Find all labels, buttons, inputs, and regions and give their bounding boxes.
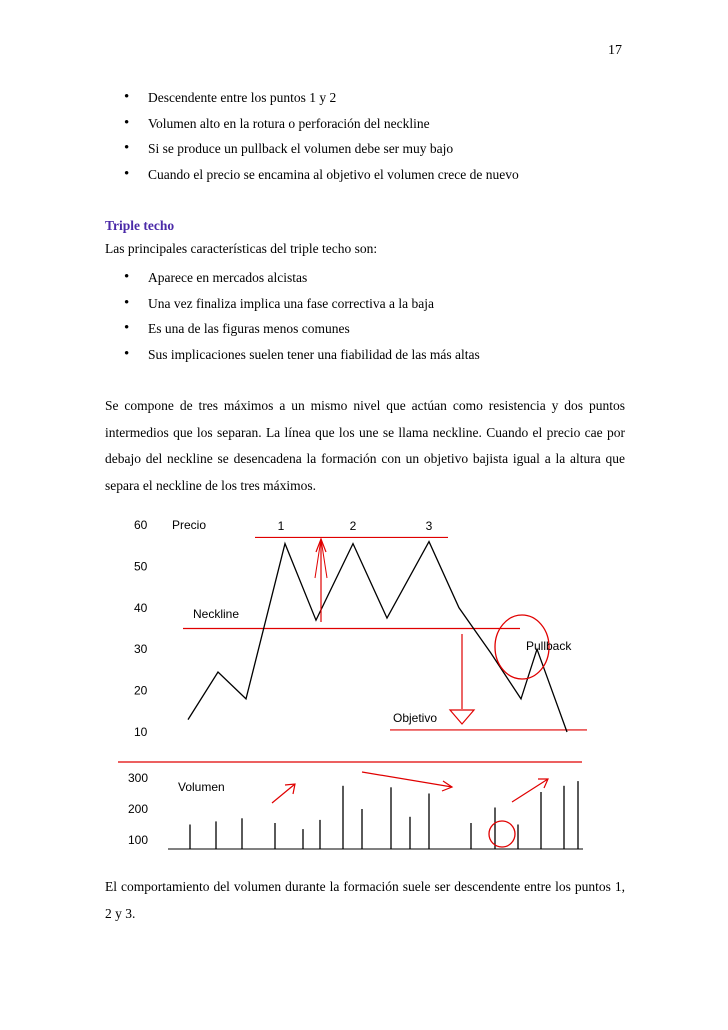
closing-paragraph: El comportamiento del volumen durante la formación suele ser descendente entre los puntos 1, 2 y 3. xyxy=(105,879,625,921)
volume-bars xyxy=(190,781,578,849)
target-projection-arrow xyxy=(450,634,474,724)
price-y-tick: 40 xyxy=(134,600,148,615)
section-heading: Triple techo xyxy=(105,218,175,233)
volume-y-axis xyxy=(128,771,148,847)
volume-y-tick: 100 xyxy=(128,833,149,847)
list-item: • Cuando el precio se encamina al objetivo el volumen crece de nuevo xyxy=(105,162,625,188)
description-paragraph: Se compone de tres máximos a un mismo nivel que actúan como resistencia y dos puntos intermedios que los separan. La línea que los une se llama neckline. Cuando el precio cae por debajo del neckline se desencadena la formación con un objetivo bajista igual a la altura que separa el neckline de los tres máximos. xyxy=(105,398,625,493)
section-intro: Las principales características del triple techo son: xyxy=(105,241,378,256)
volume-arrow-up-2 xyxy=(512,779,548,802)
price-panel-title: Precio xyxy=(172,518,207,532)
pullback-label: Pullback xyxy=(526,639,572,653)
list-item: • Es una de las figuras menos comunes xyxy=(105,316,625,342)
price-y-axis xyxy=(134,518,148,739)
volume-arrow-up-1 xyxy=(272,784,295,803)
list-item: • Si se produce un pullback el volumen debe ser muy bajo xyxy=(105,136,625,162)
price-y-tick: 50 xyxy=(134,559,148,574)
volume-panel-title: Volumen xyxy=(178,780,225,794)
volume-arrow-right xyxy=(362,772,452,791)
list-item: • Aparece en mercados alcistas xyxy=(105,265,625,291)
price-series-line xyxy=(188,542,567,732)
peak-label-3: 3 xyxy=(425,519,433,533)
list-item: • Sus implicaciones suelen tener una fiabilidad de las más altas xyxy=(105,342,625,368)
low-volume-circle xyxy=(489,821,515,847)
list-item: • Volumen alto en la rotura o perforación del neckline xyxy=(105,111,625,137)
neckline-label: Neckline xyxy=(193,607,240,621)
peak-label-2: 2 xyxy=(349,519,357,533)
page-number: 17 xyxy=(608,43,622,58)
peak-label-1: 1 xyxy=(277,519,285,533)
height-arrow xyxy=(315,539,327,622)
volume-y-tick: 200 xyxy=(128,802,149,816)
list-item: • Una vez finaliza implica una fase correctiva a la baja xyxy=(105,291,625,317)
price-y-tick: 10 xyxy=(134,725,148,739)
list-item: • Descendente entre los puntos 1 y 2 xyxy=(105,85,625,111)
volume-y-tick: 300 xyxy=(128,771,149,785)
objective-label: Objetivo xyxy=(393,711,438,725)
price-y-tick: 30 xyxy=(134,642,148,657)
price-y-tick: 20 xyxy=(134,683,148,698)
price-y-tick: 60 xyxy=(134,518,148,532)
